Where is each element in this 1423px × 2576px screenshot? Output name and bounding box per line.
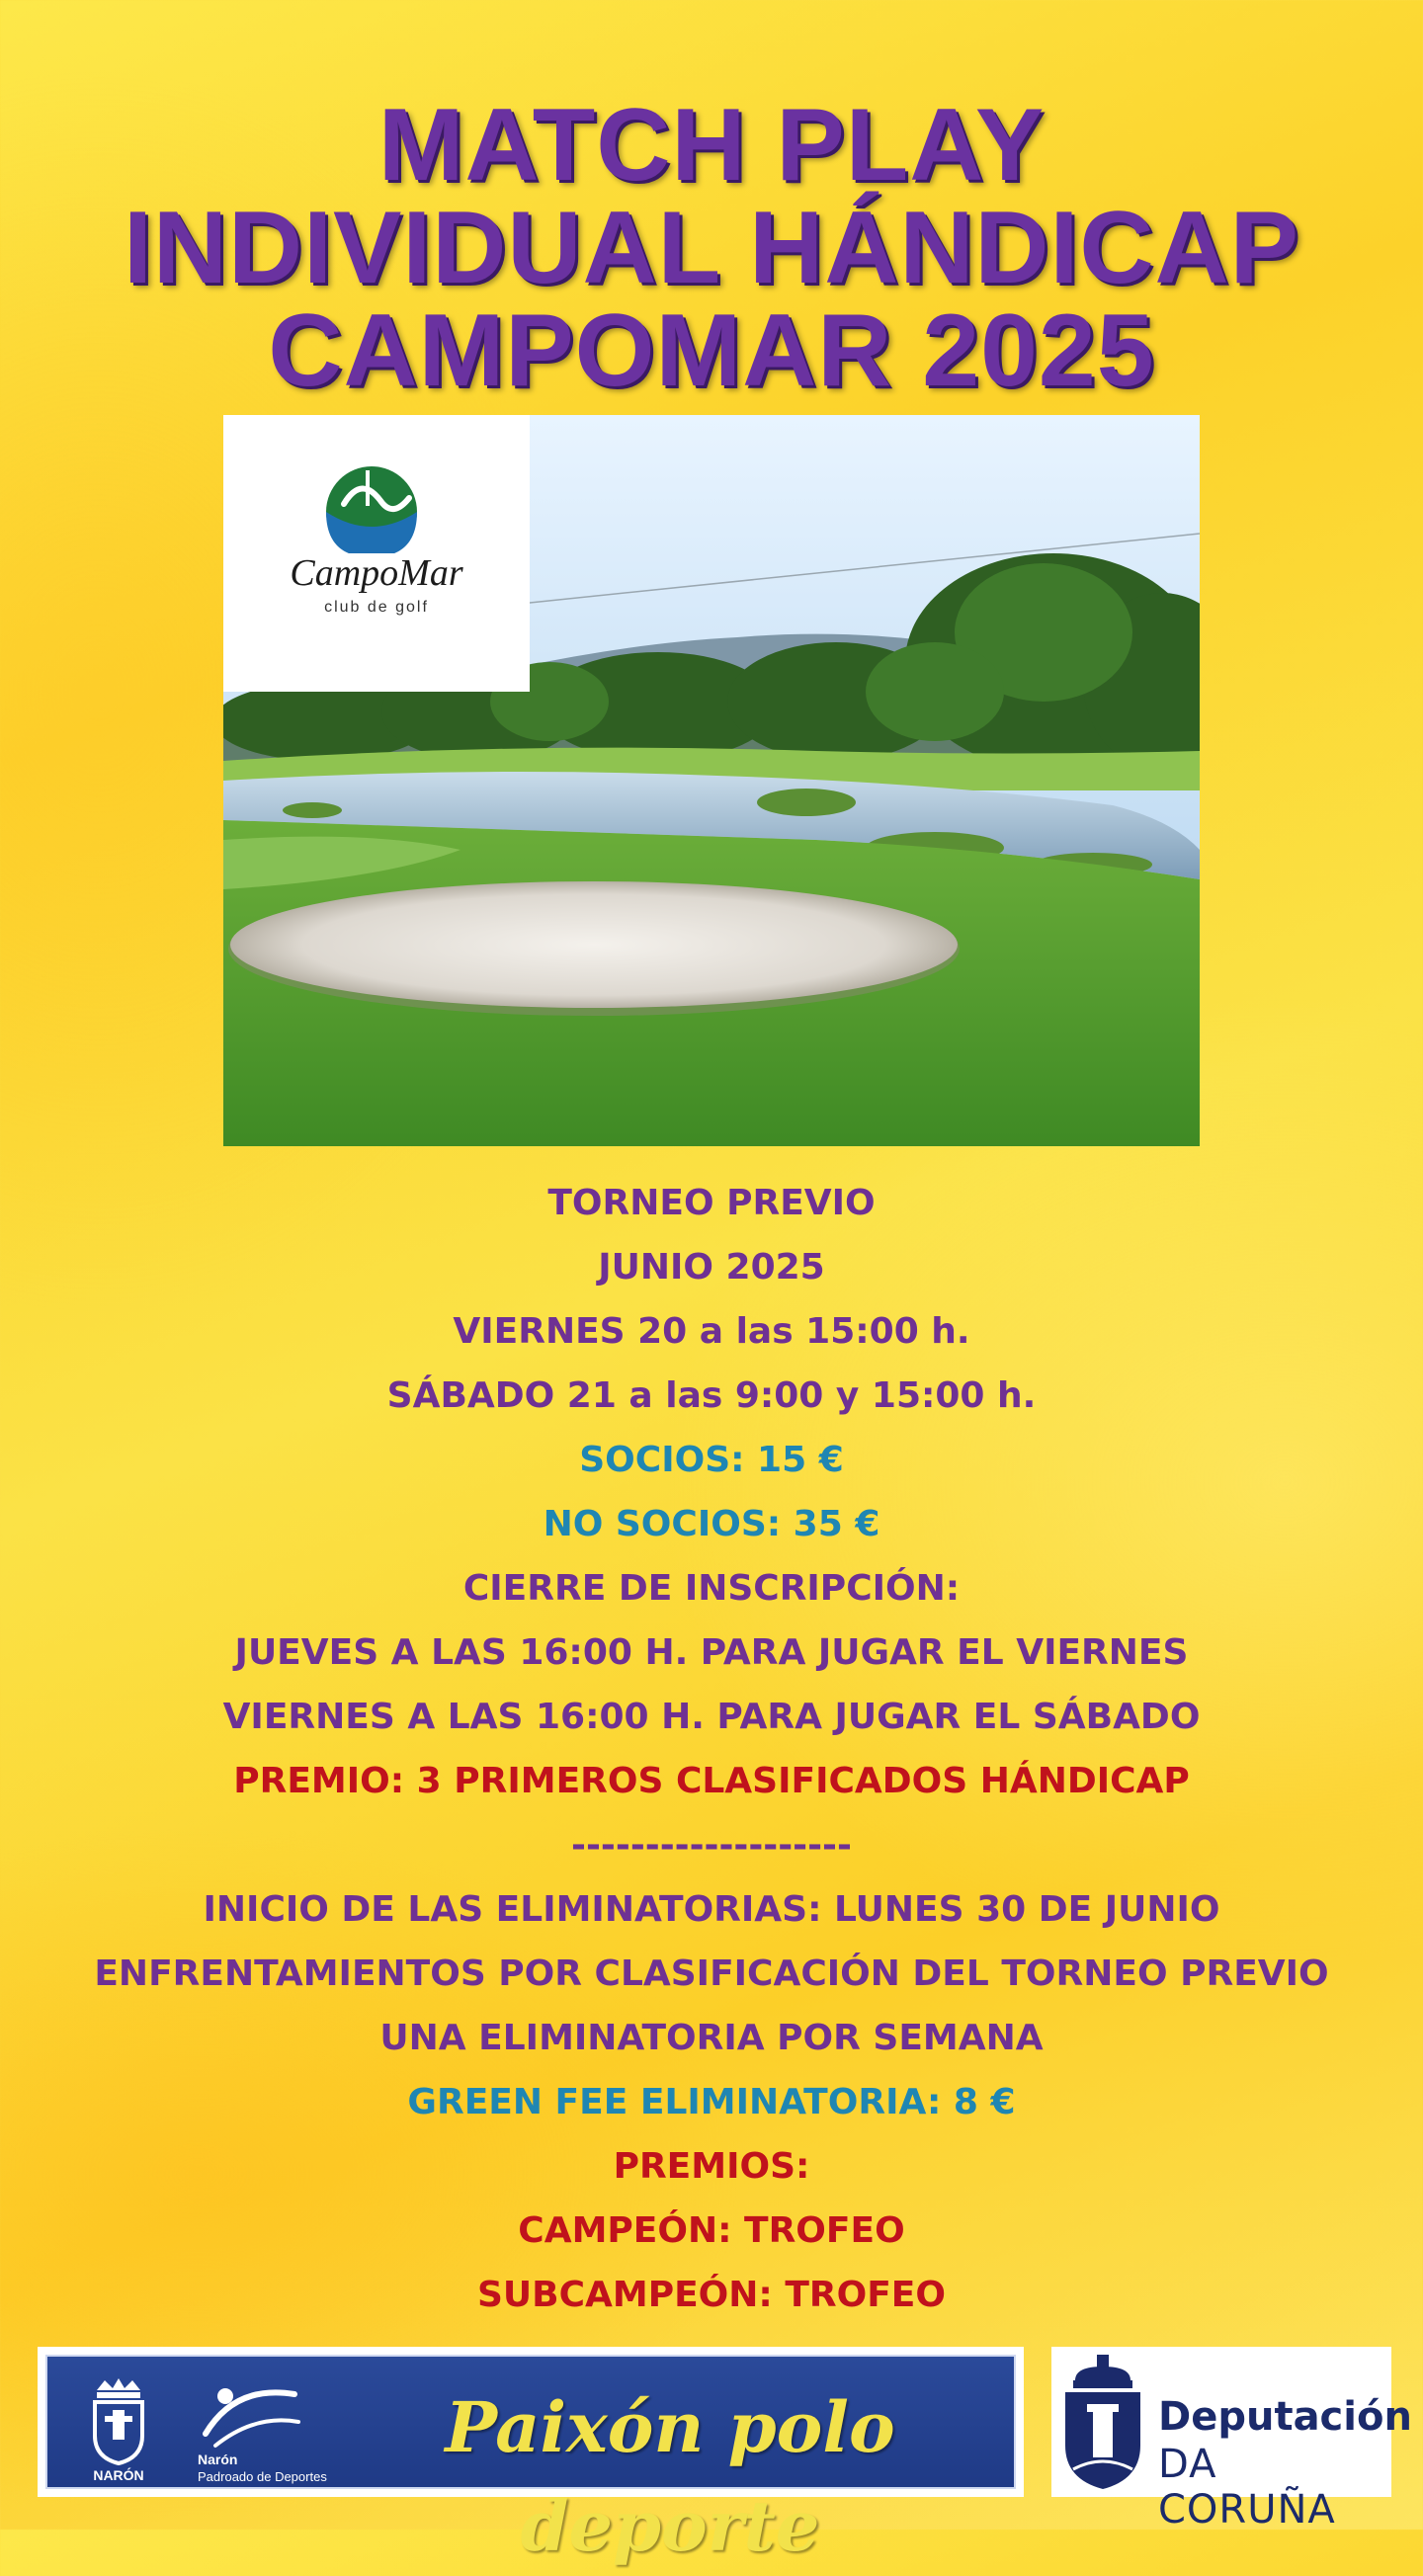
title-line-3: CAMPOMAR 2025: [268, 293, 1155, 408]
info-line: VIERNES 20 a las 15:00 h.: [453, 1311, 970, 1352]
info-line: PREMIOS:: [613, 2146, 810, 2187]
info-line: CAMPEÓN: TROFEO: [518, 2210, 905, 2251]
club-name: CampoMar: [290, 552, 463, 594]
deputacion-logo: [1051, 2347, 1412, 2533]
padroado-label-name: Padroado de Deportes: [198, 2469, 327, 2484]
info-line: JUEVES A LAS 16:00 H. PARA JUGAR EL VIERNES: [234, 1632, 1189, 1673]
info-line: CIERRE DE INSCRIPCIÓN:: [462, 1568, 961, 1609]
poster-title: [0, 88, 1423, 408]
info-line: TORNEO PREVIO: [547, 1183, 876, 1223]
sponsor-banner: [38, 2347, 1024, 2567]
title-line-1: MATCH PLAY: [377, 88, 1046, 203]
banner-panel: [45, 2355, 1016, 2567]
info-line: SÁBADO 21 a las 9:00 y 15:00 h.: [386, 1375, 1037, 1416]
deputacion-province: DA CORUÑA: [1158, 2442, 1336, 2533]
info-line: NO SOCIOS: 35 €: [543, 1504, 880, 1544]
info-line: GREEN FEE ELIMINATORIA: 8 €: [407, 2082, 1016, 2122]
deputacion-crest-icon: [1055, 2351, 1150, 2493]
slogan-text: Paixón polo deporte: [445, 2386, 895, 2567]
tournament-info: [0, 1171, 1423, 2327]
info-line: SOCIOS: 15 €: [579, 1440, 844, 1480]
padroado-label-city: Narón: [198, 2451, 238, 2467]
info-line: INICIO DE LAS ELIMINATORIAS: LUNES 30 DE JUNIO: [203, 1889, 1220, 1930]
info-line: SUBCAMPEÓN: TROFEO: [476, 2275, 946, 2315]
campomar-logo: [223, 415, 530, 692]
divider-line: -------------------: [571, 1825, 852, 1866]
info-line: VIERNES A LAS 16:00 H. PARA JUGAR EL SÁBADO: [222, 1697, 1201, 1737]
naron-label: NARÓN: [93, 2467, 144, 2483]
info-line: JUNIO 2025: [598, 1247, 825, 1288]
naron-crest-icon: [87, 2376, 150, 2465]
club-subtitle: club de golf: [324, 599, 429, 616]
deputacion-name: Deputación: [1158, 2394, 1412, 2440]
campomar-emblem-icon: [223, 415, 530, 553]
info-line: ENFRENTAMIENTOS POR CLASIFICACIÓN DEL TORNEO PREVIO: [94, 1953, 1329, 1994]
padroado-deportes-logo-icon: [196, 2374, 304, 2453]
info-line: PREMIO: 3 PRIMEROS CLASIFICADOS HÁNDICAP: [233, 1761, 1190, 1801]
info-line: UNA ELIMINATORIA POR SEMANA: [379, 2018, 1044, 2058]
title-line-2: INDIVIDUAL HÁNDICAP: [123, 191, 1299, 305]
